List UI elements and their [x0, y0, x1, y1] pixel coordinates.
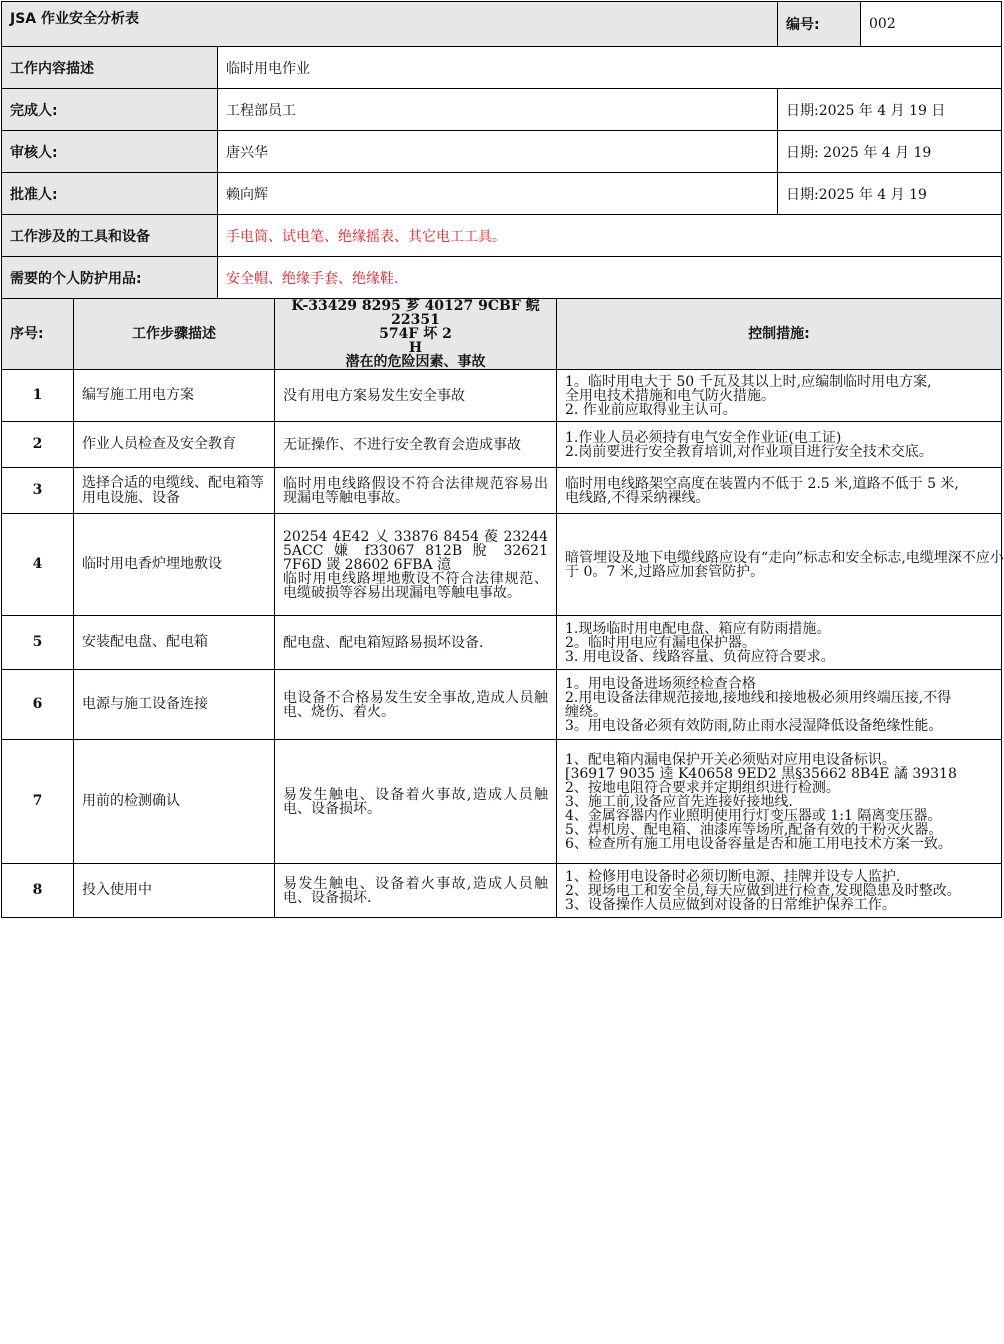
control-line: [36917 9035 逵 K40658 9ED2 黒§35662 8B4E 譎 39318 [565, 765, 957, 782]
control-line: 2. 作业前应取得业主认可。 [565, 401, 737, 418]
step-description: 电源与施工设备连接 [74, 670, 275, 740]
hazard-cell [275, 468, 557, 514]
hazard-cell [275, 740, 557, 864]
number-label: 编号: [778, 2, 861, 47]
steps-header-row [2, 299, 1002, 370]
step-number: 3 [2, 468, 74, 514]
control-cell [557, 422, 1002, 468]
step-number: 4 [2, 514, 74, 616]
step-number: 2 [2, 422, 74, 468]
completed-by-label: 完成人: [2, 89, 218, 131]
info-row-completed-by [2, 89, 1002, 131]
work-content-value: 临时用电作业 [218, 47, 1002, 89]
hazard-cell [275, 370, 557, 422]
step-number: 1 [2, 370, 74, 422]
hazard-cell [275, 864, 557, 918]
ppe-value: 安全帽、绝缘手套、绝缘鞋. [218, 257, 1002, 299]
table-row [2, 514, 1002, 616]
info-table [1, 1, 1002, 299]
tools-value: 手电筒、试电笔、绝缘摇表、其它电工工具。 [218, 215, 1002, 257]
hazard-line: 易发生触电、设备着火事故,造成人员触电、设备损坏. [283, 875, 548, 906]
hazard-line: 电设备不合格易发生安全事故,造成人员触电、烧伤、着火。 [283, 689, 548, 720]
control-line: 2.岗前要进行安全教育培训,对作业项目进行安全技术交底。 [565, 443, 933, 460]
reviewed-by-label: 审核人: [2, 131, 218, 173]
control-cell [557, 864, 1002, 918]
info-row-work-content [2, 47, 1002, 89]
hazard-cell [275, 670, 557, 740]
control-line: 电线路,不得采纳裸线。 [565, 489, 710, 506]
step-number: 6 [2, 670, 74, 740]
jsa-sheet [1, 1, 1004, 918]
control-line: 4、金属容器内作业照明使用行灯变压器或 1:1 隔离变压器。 [565, 807, 942, 824]
control-header: 控制措施: [557, 299, 1002, 370]
step-description: 用前的检测确认 [74, 740, 275, 864]
table-row [2, 864, 1002, 918]
completed-by-value: 工程部员工 [218, 89, 778, 131]
info-row-tools [2, 215, 1002, 257]
reviewed-by-value: 唐兴华 [218, 131, 778, 173]
hazard-header [275, 299, 557, 370]
approved-by-label: 批准人: [2, 173, 218, 215]
step-description: 安装配电盘、配电箱 [74, 616, 275, 670]
step-description: 选择合适的电缆线、配电箱等用电设施、设备 [74, 468, 275, 514]
table-row [2, 422, 1002, 468]
ppe-label: 需要的个人防护用品: [2, 257, 218, 299]
step-description: 投入使用中 [74, 864, 275, 918]
approved-date: 日期:2025 年 4 月 19 [778, 173, 1002, 215]
step-number: 8 [2, 864, 74, 918]
approved-by-value: 赖向辉 [218, 173, 778, 215]
hazard-line: 临时用电线路假设不符合法律规范容易出现漏电等触电事故。 [283, 475, 548, 506]
step-number: 7 [2, 740, 74, 864]
step-number: 5 [2, 616, 74, 670]
control-line: 缠绕。 [565, 703, 607, 720]
control-line: 5、焊机房、配电箱、油漆库等场所,配备有效的干粉灭火器。 [565, 821, 943, 838]
table-row [2, 616, 1002, 670]
hazard-line: 临时用电线路埋地敷设不符合法律规范、电缆破损等容易出现漏电等触电事故。 [283, 570, 548, 601]
info-row-ppe [2, 257, 1002, 299]
table-row [2, 740, 1002, 864]
hazard-cell [275, 514, 557, 616]
step-description: 临时用电香炉埋地敷设 [74, 514, 275, 616]
control-line: 于 0。7 米,过路应加套管防护。 [565, 563, 765, 580]
control-cell [557, 616, 1002, 670]
title-row [2, 2, 1002, 47]
steps-body [2, 370, 1002, 918]
step-description: 编写施工用电方案 [74, 370, 275, 422]
sheet-title: JSA 作业安全分析表 [2, 2, 778, 47]
reviewed-date: 日期: 2025 年 4 月 19 [778, 131, 1002, 173]
hazard-header-code-1: K-33429 8295 芗 40127 9CBF 鲩 22351 [291, 298, 540, 328]
hazard-line: 易发生触电、设备着火事故,造成人员触电、设备损坏。 [283, 786, 548, 817]
table-row [2, 468, 1002, 514]
hazard-line: 无证操作、不进行安全教育会造成事故 [283, 436, 521, 453]
hazard-line: 20254 4E42 乂 33876 8454 葰 23244 5ACC 嫌 f33067 812B 脫 32621 7F6D 罭 28602 6FBA 澺 [283, 528, 548, 573]
info-row-reviewed-by [2, 131, 1002, 173]
control-line: 2、按地电阻符合要求并定期组织进行检测。 [565, 779, 840, 796]
control-line: 3、设备操作人员应做到对设备的日常维护保养工作。 [565, 896, 896, 913]
hazard-cell [275, 616, 557, 670]
completed-date: 日期:2025 年 4 月 19 日 [778, 89, 1002, 131]
step-header: 工作步骤描述 [74, 299, 275, 370]
control-line: 暗管埋设及地下电缆线路应设有“走向”标志和安全标志,电缆埋深不应小 [565, 549, 1004, 566]
tools-label: 工作涉及的工具和设备 [2, 215, 218, 257]
number-value: 002 [861, 2, 1002, 47]
control-line: 1。用电设备进场须经检查合格 [565, 675, 756, 692]
work-content-label: 工作内容描述 [2, 47, 218, 89]
control-cell [557, 370, 1002, 422]
steps-table [1, 298, 1002, 918]
control-line: 2、现场电工和安全员,每天应做到进行检查,发现隐患及时整改。 [565, 882, 961, 899]
hazard-header-code-2: 574F 坏 2 [379, 326, 452, 342]
control-line: 3、施工前,设备应首先连接好接地线. [565, 793, 793, 810]
control-cell [557, 468, 1002, 514]
control-line: 1。临时用电大于 50 千瓦及其以上时,应编制临时用电方案, [565, 373, 932, 390]
info-row-approved-by [2, 173, 1002, 215]
control-line: 6、检查所有施工用电设备容量是否和施工用电技术方案一致。 [565, 835, 952, 852]
control-cell [557, 670, 1002, 740]
control-line: 临时用电线路架空高度在装置内不低于 2.5 米,道路不低于 5 米, [565, 475, 959, 492]
control-cell [557, 514, 1002, 616]
control-cell [557, 740, 1002, 864]
control-line: 3. 用电设备、线路容量、负荷应符合要求。 [565, 648, 835, 665]
hazard-line: 配电盘、配电箱短路易损坏设备. [283, 634, 484, 651]
table-row [2, 670, 1002, 740]
hazard-line: 没有用电方案易发生安全事故 [283, 387, 465, 404]
control-line: 2.用电设备法律规范接地,接地线和接地极必须用终端压接,不得 [565, 689, 952, 706]
seq-header: 序号: [2, 299, 74, 370]
control-line: 1.作业人员必须持有电气安全作业证(电工证) [565, 429, 842, 446]
hazard-header-code-3: H [408, 340, 423, 356]
step-description: 作业人员检查及安全教育 [74, 422, 275, 468]
control-line: 1、检修用电设备时必须切断电源、挂牌并设专人监护. [565, 868, 901, 885]
control-line: 2。临时用电应有漏电保护器。 [565, 634, 756, 651]
control-line: 1、配电箱内漏电保护开关必须贴对应用电设备标识。 [565, 751, 896, 768]
control-line: 3。用电设备必须有效防雨,防止雨水浸湿降低设备绝缘性能。 [565, 717, 943, 734]
control-line: 全用电技术措施和电气防火措施。 [565, 387, 775, 404]
table-row [2, 370, 1002, 422]
hazard-header-label: 潜在的危险因素、事故 [345, 354, 486, 370]
control-line: 1.现场临时用电配电盘、箱应有防雨措施。 [565, 620, 831, 637]
hazard-cell [275, 422, 557, 468]
